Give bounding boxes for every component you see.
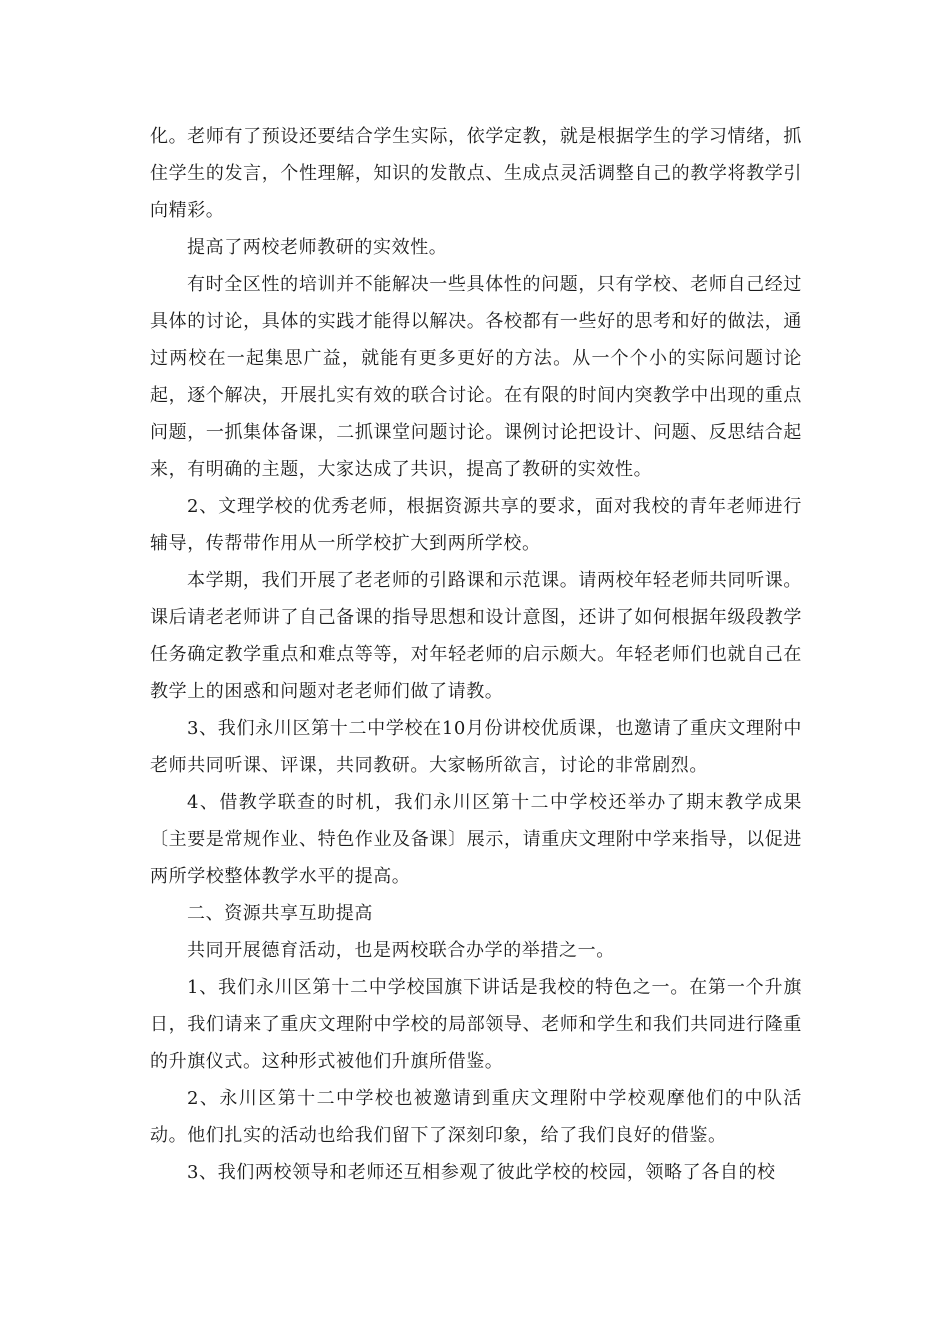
paragraph-item-3: 3、我们永川区第十二中学校在10月份讲校优质课，也邀请了重庆文理附中老师共同听课、评课，共同教研。大家畅所欲言，讨论的非常剧烈。 (150, 718, 802, 776)
paragraph-item-2: 2、永川区第十二中学校也被邀请到重庆文理附中学校观摩他们的中队活动。他们扎实的活动也给我们留下了深刻印象，给了我们良好的借鉴。 (150, 1088, 802, 1146)
paragraph-heading-effectiveness: 提高了两校老师教研的实效性。 (187, 237, 448, 258)
paragraph: 有时全区性的培训并不能解决一些具体性的问题，只有学校、老师自己经过具体的讨论，具体的实践才能得以解决。各校都有一些好的思考和好的做法，通过两校在一起集思广益，就能有更多更好的方法。从一个个小的实际问题讨论起，逐个解决，开展扎实有效的联合讨论。在有限的时间内突教学中出现的重点问题，一抓集体备课，二抓课堂问题讨论。课例讨论把设计、问题、反思结合起来，有明确的主题，大家达成了共识，提高了教研的实效性。 (150, 274, 802, 480)
paragraph-item-4: 4、借教学联查的时机，我们永川区第十二中学校还举办了期末教学成果〔主要是常规作业、特色作业及备课〕展示，请重庆文理附中学来指导，以促进两所学校整体教学水平的提高。 (150, 792, 802, 887)
paragraph-item-3: 3、我们两校领导和老师还互相参观了彼此学校的校园，领略了各自的校 (187, 1162, 776, 1183)
paragraph-item-1: 1、我们永川区第十二中学校国旗下讲话是我校的特色之一。在第一个升旗日，我们请来了重庆文理附中学校的局部领导、老师和学生和我们共同进行隆重的升旗仪式。这种形式被他们升旗所借鉴。 (150, 977, 802, 1072)
paragraph: 共同开展德育活动，也是两校联合办学的举措之一。 (187, 940, 615, 961)
paragraph-item-2: 2、文理学校的优秀老师，根据资源共享的要求，面对我校的青年老师进行辅导，传帮带作用从一所学校扩大到两所学校。 (150, 496, 802, 554)
section-heading: 二、资源共享互助提高 (187, 903, 373, 924)
document-body (150, 118, 802, 1191)
paragraph: 本学期，我们开展了老老师的引路课和示范课。请两校年轻老师共同听课。课后请老老师讲了自己备课的指导思想和设计意图，还讲了如何根据年级段教学任务确定教学重点和难点等等，对年轻老师的启示颇大。年轻老师们也就自己在教学上的困惑和问题对老老师们做了请教。 (150, 570, 802, 702)
paragraph-continued: 化。老师有了预设还要结合学生实际，依学定教，就是根据学生的学习情绪，抓住学生的发言，个性理解，知识的发散点、生成点灵活调整自己的教学将教学引向精彩。 (150, 126, 802, 221)
